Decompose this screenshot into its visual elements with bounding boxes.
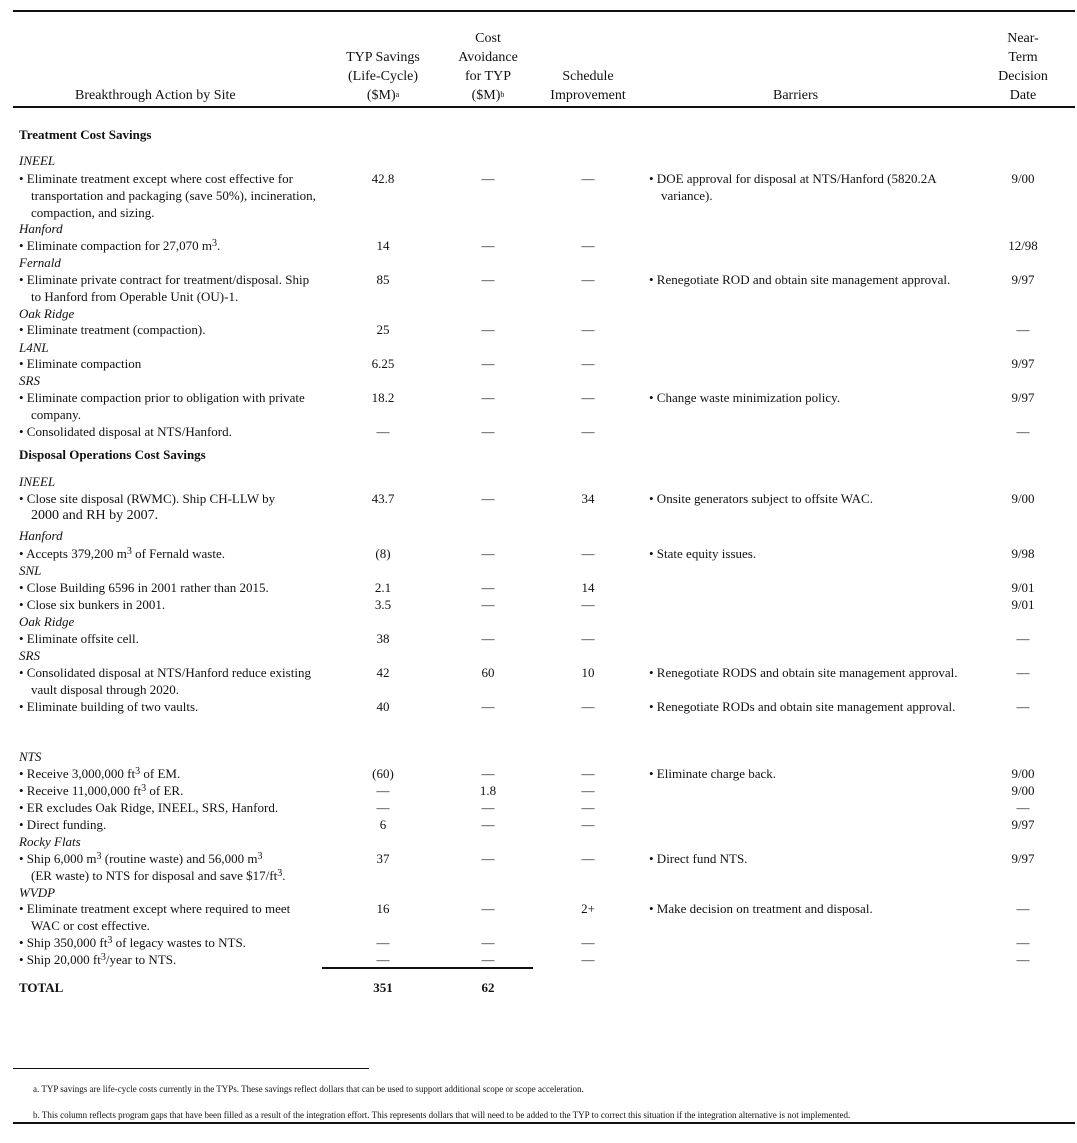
- top-rule: [13, 10, 1075, 12]
- table-page: Breakthrough Action by Site TYP Savings (Life-Cycle) ($M)$^a$ Cost Avoidance for TYP ($M)$^b$ Schedule Improvement Barriers Near- Term Decision Date Treatment Cost Savings INEEL • Eliminate treatment except where cost effective for transportation and packaging (save 50%), incineration, compaction, and sizing. 42.8 — — • DOE approval for disposal at NTS/Hanford (5820.2A variance). 9/00 Hanford • Eliminate compaction for 27,070 $m^3$. 14 — — 12/98 Fernald • Eliminate private contract for treatment/disposal. Ship to Hanford from Operable Unit (OU)-1. 85 — — • Renegotiate ROD and obtain site management approval. 9/97 Oak Ridge • Eliminate treatment (compaction). 25 — — — L4NL • Eliminate compaction 6.25 — — 9/97 SRS • Eliminate compaction prior to obligation with private company. 18.2 — — • Change waste minimization policy. 9/97 • Consolidated disposal at NTS/Hanford. — — — — Disposal Operations Cost Savings INEEL • Close site disposal (RWMC). Ship CH-LLW by 2000 and RH by 2007. 43.7 — 34 • Onsite generators subject to offsite WAC. 9/00 Hanford • Accepts 379,200 $m^3$ of Fernald waste. (8) — — • State equity issues. 9/98 SNL • Close Building 6596 in 2001 rather than 2015. 2.1 — 14 9/01 • Close six bunkers in 2001. 3.5 — — 9/01 Oak Ridge • Eliminate offsite cell. 38 — — — SRS • Consolidated disposal at NTS/Hanford reduce existing vault disposal through 2020. 42 60 10 • Renegotiate RODS and obtain site management approval. — • Eliminate building of two vaults. 40 — — • Renegotiate RODs and obtain site management approval. — NTS • Receive 3,000,000 $ft^3$ of EM. (60) — — • Eliminate charge back. 9/00 • Receive 11,000,000 $ft^3$ of ER. — 1.8 — 9/00 • ER excludes Oak Ridge, INEEL, SRS, Hanford. — — — — • Direct funding. 6 — — 9/97 Rocky Flats • Ship 6,000 $m^3$ (routine waste) and 56,000 $m^3$ (ER waste) to NTS for disposal and save $\$17/ft^3$. 37 — — • Direct fund NTS. 9/97 WVDP • Eliminate treatment except where required to meet WAC or cost effective. 16 — 2+ • Make decision on treatment and disposal. — • Ship 350,000 $ft^3$ of legacy wastes to NTS. — — — — • Ship 20,000 $ft^3$/year to NTS. — — — — TOTAL 351 62 a. TYP savings are life-cycle costs currently in the TYPs. These savings reflect dollars that can be used to support additional scope or scope acceleration. b. This column reflects program gaps that have been filled as a result of the integration effort. This represents dollars that will need to be added to the TYP to correct this situation if the integration alternative is not implemented.: [13, 0, 1075, 1143]
- header-typ-savings: TYP Savings (Life-Cycle) ($M)$^a$: [346, 50, 420, 103]
- header-rule: [13, 106, 1075, 108]
- header-decision-date: Near- Term Decision Date: [998, 31, 1048, 103]
- header-cost-avoidance: Cost Avoidance for TYP ($M)$^b$: [458, 31, 518, 103]
- header-schedule-improvement: Schedule Improvement: [550, 69, 626, 103]
- footnote-b: b. This column reflects program gaps that have been filled as a result of the integration effort. This represents dollars that will need to be added to the TYP to correct this situation if the integration alternative is not implemented.: [33, 1110, 851, 1120]
- header-barriers: Barriers: [773, 88, 819, 103]
- footnote-a: a. TYP savings are life-cycle costs currently in the TYPs. These savings reflect dollars that can be used to support additional scope or scope acceleration.: [33, 1084, 584, 1094]
- total-rule: [322, 967, 533, 969]
- footnote-rule: [13, 1068, 369, 1069]
- bottom-rule: [13, 1122, 1075, 1124]
- header-action: Breakthrough Action by Site: [75, 88, 236, 103]
